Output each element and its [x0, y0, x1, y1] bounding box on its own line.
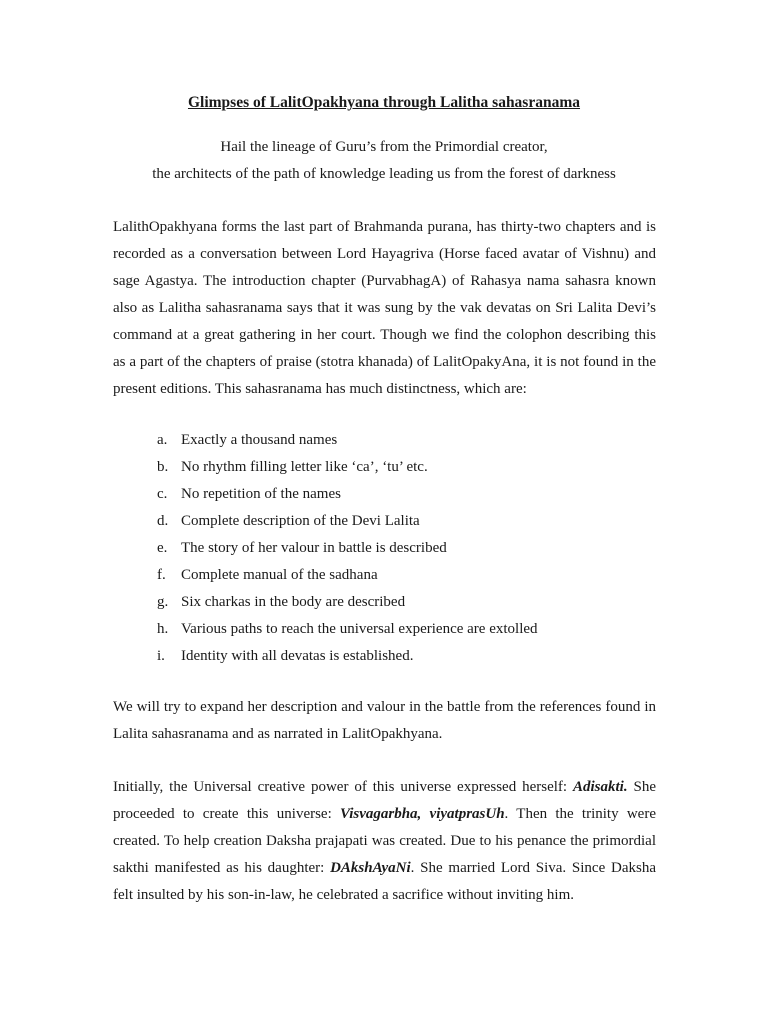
- list-item-text: The story of her valour in battle is described: [181, 540, 447, 556]
- term-visvagarbha: Visvagarbha, viyatprasUh: [340, 806, 505, 822]
- list-marker: h.: [157, 621, 169, 637]
- list-item: [157, 589, 538, 616]
- term-dakshayani: DAkshAyaNi: [330, 860, 411, 876]
- list-marker: d.: [157, 513, 169, 529]
- list-item-text: Identity with all devatas is established.: [181, 648, 414, 664]
- text-run: . Then the trinity were created. To help creation Daksha prajapati was created. Due to his penance the primordial sakthi manifested as his daughter:: [113, 806, 656, 876]
- list-item-text: Six charkas in the body are described: [181, 594, 406, 610]
- list-marker: i.: [157, 648, 165, 664]
- text-run: She proceeded to create this universe:: [113, 779, 656, 822]
- paragraph-plan: We will try to expand her description and valour in the battle from the references found in Lalita sahasranama and as narrated in LalitOpakhyana.: [113, 699, 656, 742]
- list-item: [157, 481, 538, 508]
- list-item-text: Various paths to reach the universal experience are extolled: [181, 621, 538, 637]
- list-item: [157, 643, 538, 670]
- list-item-text: No repetition of the names: [181, 486, 341, 502]
- list-item: [157, 535, 538, 562]
- list-item-text: No rhythm filling letter like ‘ca’, ‘tu’ etc.: [181, 459, 428, 475]
- paragraph-origin: [113, 774, 656, 909]
- list-marker: a.: [157, 432, 168, 448]
- list-item: [157, 454, 538, 481]
- list-item-text: Complete manual of the sadhana: [181, 567, 378, 583]
- list-item: [157, 508, 538, 535]
- text-run: . She married Lord Siva. Since Daksha felt insulted by his son-in-law, he celebrated a sacrifice without inviting him.: [113, 860, 656, 903]
- list-marker: e.: [157, 540, 168, 556]
- term-adisakti: Adisakti.: [572, 779, 628, 795]
- list-marker: c.: [157, 486, 168, 502]
- list-item-text: Exactly a thousand names: [181, 432, 338, 448]
- list-item: [157, 427, 538, 454]
- paragraph-intro: LalithOpakhyana forms the last part of Brahmanda purana, has thirty-two chapters and is recorded as a conversation between Lord Hayagriva (Horse faced avatar of Vishnu) and sage Agastya. The introduction chapter (PurvabhagA) of Rahasya nama sahasra known also as Lalitha sahasranama says that it was sung by the vak devatas on Sri Lalita Devi’s command at a great gathering in her court. Though we find the colophon describing this as a part of the chapters of praise (stotra khanada) of LalitOpakyAna, it is not found in the present editions. This sahasranama has much distinctness, which are:: [113, 219, 656, 397]
- invocation-line-1: Hail the lineage of Guru’s from the Primordial creator,: [220, 139, 548, 155]
- list-item-text: Complete description of the Devi Lalita: [181, 513, 420, 529]
- document-title: Glimpses of LalitOpakhyana through Lalitha sahasranama: [187, 94, 581, 111]
- invocation-line-2: the architects of the path of knowledge leading us from the forest of darkness: [152, 166, 616, 182]
- distinctness-list: [157, 427, 538, 670]
- text-run: Initially, the Universal creative power of this universe expressed herself:: [113, 779, 573, 795]
- list-item: [157, 616, 538, 643]
- list-marker: g.: [157, 594, 169, 610]
- list-marker: b.: [157, 459, 169, 475]
- list-item: [157, 562, 538, 589]
- list-marker: f.: [157, 567, 166, 583]
